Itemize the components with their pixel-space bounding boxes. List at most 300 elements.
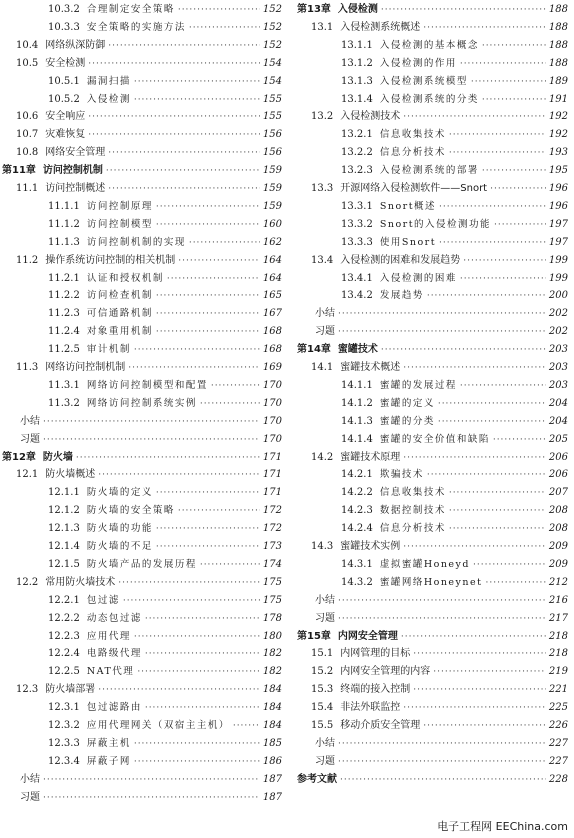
toc-entry-title: 入侵检测系统的分类 [379, 93, 479, 105]
toc-entry [16, 181, 282, 197]
toc-entry [311, 646, 568, 662]
toc-leader-dots [43, 414, 260, 430]
toc-entry-number: 第14章 [297, 344, 331, 356]
toc-leader-dots [403, 109, 546, 125]
toc-leader-dots [128, 360, 260, 376]
toc-leader-dots [88, 56, 260, 72]
toc-entry-number: 第11章 [2, 165, 36, 177]
toc-entry-page: 221 [548, 684, 568, 696]
toc-entry-page: 202 [548, 326, 568, 338]
toc-entry-page: 206 [548, 451, 568, 463]
toc-entry-number: 15.1 [311, 648, 334, 660]
toc-entry-page: 188 [548, 39, 568, 51]
toc-entry-page: 184 [262, 720, 282, 731]
toc-leader-dots [423, 20, 546, 36]
toc-entry-page: 202 [548, 308, 568, 320]
toc-entry-title: 数据控制技术 [379, 505, 446, 517]
toc-entry [311, 109, 568, 125]
toc-entry-title: 防火墙的安全策略 [86, 505, 175, 517]
toc-entry-page: 175 [262, 594, 282, 606]
toc-leader-dots [439, 235, 546, 251]
toc-entry-number: 10.5.2 [48, 93, 80, 105]
toc-entry-title: NAT代理 [86, 666, 135, 678]
toc-leader-dots [340, 772, 546, 788]
toc-leader-dots [189, 235, 260, 251]
toc-leader-dots [413, 646, 546, 662]
toc-entry-number: 12.3.3 [48, 737, 80, 749]
toc-entry-page: 185 [262, 737, 282, 749]
toc-leader-dots [88, 109, 260, 125]
toc-entry [341, 74, 568, 90]
toc-entry [315, 736, 568, 752]
toc-entry [297, 2, 568, 18]
toc-entry-page: 156 [262, 147, 282, 159]
toc-entry [48, 611, 282, 627]
toc-entry-number: 14.2.2 [341, 487, 373, 499]
toc-leader-dots [439, 199, 546, 215]
toc-entry-page: 178 [262, 612, 282, 624]
toc-leader-dots [494, 217, 546, 233]
toc-entry-title: 网络访问控制模型和配置 [86, 379, 208, 391]
toc-entry-title: 电路级代理 [86, 648, 142, 660]
toc-entry-number: 10.6 [16, 111, 39, 123]
toc-entry-title: 蜜罐技术概述 [340, 362, 401, 373]
toc-entry-page: 167 [262, 308, 282, 320]
toc-entry-title: 应用代理 [86, 630, 131, 642]
toc-entry [48, 288, 282, 304]
toc-entry [341, 163, 568, 179]
toc-entry-number: 14.2.3 [341, 505, 373, 517]
toc-entry [311, 700, 568, 716]
toc-entry-title: 入侵检测 [86, 93, 131, 105]
toc-entry-title: 防火墙的功能 [86, 523, 153, 535]
toc-leader-dots [156, 288, 260, 304]
toc-entry-title: 安全检测 [45, 57, 86, 69]
toc-leader-dots [108, 181, 260, 197]
toc-entry-page: 208 [548, 523, 568, 535]
toc-entry-title: 访问检查机制 [86, 290, 153, 302]
toc-entry [48, 485, 282, 501]
toc-entry-number: 12.1.1 [48, 487, 80, 499]
toc-entry-title: 对象重用机制 [86, 326, 153, 338]
toc-entry-page: 184 [262, 702, 282, 714]
toc-entry-page: 228 [548, 773, 568, 785]
toc-entry-page: 182 [262, 648, 282, 660]
toc-entry [16, 127, 282, 143]
toc-entry-title: 入侵检测系统概述 [340, 21, 421, 33]
toc-entry-page: 155 [262, 93, 282, 105]
toc-leader-dots [427, 288, 546, 304]
toc-entry [341, 557, 568, 573]
toc-entry [315, 306, 568, 322]
toc-entry-page: 182 [262, 666, 282, 678]
toc-entry-title: 操作系统访问控制的相关机制 [45, 254, 176, 266]
toc-entry-title: 屏蔽主机 [86, 737, 131, 749]
toc-entry [16, 56, 282, 72]
toc-entry [48, 754, 282, 770]
toc-entry [341, 145, 568, 161]
toc-entry [315, 754, 568, 770]
toc-entry-page: 192 [548, 111, 568, 123]
toc-leader-dots [471, 74, 546, 90]
toc-entry [48, 503, 282, 519]
toc-entry [311, 450, 568, 466]
toc-entry-page: 199 [548, 272, 568, 284]
toc-entry-number: 12.1.2 [48, 505, 80, 517]
toc-entry-number: 14.3.2 [341, 576, 373, 588]
toc-leader-dots [460, 271, 546, 287]
toc-entry-title: 网络访问控制系统实例 [86, 397, 197, 409]
toc-entry-title: 审计机制 [86, 344, 131, 356]
toc-entry-page: 204 [548, 397, 568, 409]
toc-entry-number: 10.7 [16, 129, 39, 141]
toc-entry-page: 212 [548, 576, 568, 588]
toc-entry-page: 225 [548, 702, 568, 714]
toc-entry-page: 184 [262, 684, 282, 696]
toc-entry-title: 内网管理的目标 [340, 648, 411, 660]
toc-entry [315, 611, 568, 627]
toc-entry [315, 593, 568, 609]
toc-entry-title: 防火墙的不足 [86, 541, 153, 552]
toc-entry [341, 217, 568, 233]
toc-entry-title: 习题 [20, 433, 40, 445]
toc-entry-title: 蜜罐的发展过程 [379, 379, 457, 391]
toc-entry-page: 165 [262, 290, 282, 302]
toc-entry-number: 12.2.4 [48, 648, 80, 660]
toc-entry-page: 209 [548, 558, 568, 570]
toc-entry-title: 非法外联监控 [340, 702, 401, 714]
toc-entry-number: 第12章 [2, 451, 36, 463]
toc-entry-number: 10.8 [16, 147, 39, 159]
toc-entry [48, 557, 282, 573]
toc-entry-page: 189 [548, 75, 568, 87]
toc-entry-page: 180 [262, 630, 282, 642]
toc-entry-page: 168 [262, 326, 282, 338]
toc-entry-page: 204 [548, 415, 568, 427]
toc-entry-page: 205 [548, 433, 568, 445]
toc-leader-dots [123, 593, 260, 609]
toc-entry-title: 包过滤路由 [86, 702, 142, 714]
toc-leader-dots [43, 790, 260, 806]
toc-entry [16, 109, 282, 125]
toc-entry-number: 13.3 [311, 183, 334, 194]
toc-leader-dots [338, 324, 546, 340]
toc-entry-title: 合理制定安全策略 [86, 4, 175, 15]
toc-entry [48, 629, 282, 645]
toc-entry [297, 772, 568, 788]
toc-entry-number: 12.2.5 [48, 666, 80, 678]
toc-entry [297, 342, 568, 358]
toc-leader-dots [403, 539, 546, 555]
toc-leader-dots [108, 145, 260, 161]
toc-entry-page: 152 [262, 39, 282, 51]
toc-leader-dots [485, 575, 545, 591]
toc-entry-title: 入侵检测的困难和发展趋势 [340, 254, 461, 266]
toc-leader-dots [106, 163, 260, 179]
toc-entry [20, 772, 282, 788]
toc-entry-title: 网络安全管理 [45, 147, 106, 159]
toc-entry-number: 12.1.3 [48, 523, 80, 535]
toc-entry-title: 防火墙产品的发展历程 [86, 558, 197, 570]
toc-entry-title: 蜜罐网络Honeynet [379, 576, 483, 588]
toc-entry [341, 199, 568, 215]
toc-entry-page: 192 [548, 129, 568, 141]
toc-entry-page: 159 [262, 165, 282, 177]
toc-entry [48, 646, 282, 662]
toc-leader-dots [460, 378, 546, 394]
toc-entry-page: 170 [262, 379, 282, 391]
toc-entry-page: 156 [262, 129, 282, 141]
toc-entry-title: Snort的入侵检测功能 [379, 218, 492, 230]
toc-leader-dots [178, 2, 260, 18]
toc-entry-number: 12.1.4 [48, 541, 80, 552]
toc-leader-dots [463, 253, 546, 269]
toc-entry-page: 187 [262, 773, 282, 785]
toc-leader-dots [403, 450, 546, 466]
toc-leader-dots [338, 611, 546, 627]
toc-entry [341, 575, 568, 591]
toc-entry-page: 209 [548, 541, 568, 552]
toc-leader-dots [145, 611, 260, 627]
toc-leader-dots [338, 754, 546, 770]
toc-entry-number: 12.1.5 [48, 558, 80, 570]
toc-entry-number: 15.4 [311, 702, 334, 714]
toc-leader-dots [200, 396, 260, 412]
toc-entry-number: 10.3.3 [48, 21, 80, 33]
toc-entry [48, 396, 282, 412]
toc-entry [48, 342, 282, 358]
toc-entry [16, 360, 282, 376]
toc-entry-title: 访问控制机制 [42, 165, 103, 177]
toc-entry-page: 207 [548, 487, 568, 499]
toc-entry-number: 12.3 [16, 684, 39, 696]
toc-leader-dots [413, 682, 546, 698]
toc-entry-number: 13.1.3 [341, 75, 373, 87]
toc-leader-dots [381, 2, 546, 18]
toc-entry-page: 168 [262, 344, 282, 356]
toc-entry-page: 171 [262, 451, 282, 463]
toc-entry-title: 访问控制机制的实现 [86, 236, 186, 248]
toc-entry-number: 14.1.4 [341, 433, 373, 445]
toc-entry-number: 10.5.1 [48, 75, 80, 87]
toc-entry-title: 入侵检测系统模型 [379, 75, 468, 87]
toc-entry [341, 396, 568, 412]
toc-entry [48, 593, 282, 609]
toc-entry-page: 170 [262, 433, 282, 445]
toc-entry [48, 20, 282, 36]
toc-entry-page: 196 [548, 183, 568, 194]
toc-entry-number: 11.2 [16, 254, 39, 266]
toc-leader-dots [156, 485, 260, 501]
toc-leader-dots [493, 432, 546, 448]
toc-entry-title: 蜜罐技术实例 [340, 541, 401, 552]
toc-leader-dots [134, 92, 260, 108]
toc-entry [48, 271, 282, 287]
toc-entry-title: 安全策略的实施方法 [86, 21, 186, 33]
toc-entry-title: 安全响应 [45, 111, 86, 123]
toc-entry-number: 12.2 [16, 576, 39, 588]
toc-entry-title: 访问控制原理 [86, 200, 153, 212]
toc-entry-page: 188 [548, 57, 568, 69]
toc-entry-number: 第13章 [297, 4, 331, 15]
toc-entry [311, 539, 568, 555]
toc-entry-page: 191 [548, 93, 568, 105]
toc-leader-dots [145, 646, 260, 662]
toc-entry-page: 159 [262, 200, 282, 212]
toc-leader-dots [167, 271, 260, 287]
toc-leader-dots [438, 396, 546, 412]
toc-entry-title: 应用代理网关（双宿主主机） [86, 720, 230, 731]
toc-leader-dots [178, 503, 260, 519]
toc-entry-page: 152 [262, 21, 282, 33]
toc-entry-page: 159 [262, 183, 282, 194]
toc-entry-number: 11.2.4 [48, 326, 80, 338]
toc-entry-title: Snort概述 [379, 200, 437, 212]
toc-entry [48, 736, 282, 752]
toc-entry-title: 屏蔽子网 [86, 755, 131, 767]
toc-entry-page: 203 [548, 379, 568, 391]
toc-entry [341, 38, 568, 54]
toc-entry-page: 203 [548, 362, 568, 373]
toc-entry-title: 动态包过滤 [86, 612, 142, 624]
toc-entry-title: 小结 [315, 737, 335, 749]
toc-entry-page: 154 [262, 75, 282, 87]
toc-leader-dots [98, 467, 260, 483]
toc-entry-number: 14.3 [311, 541, 334, 552]
toc-entry-title: 认证和授权机制 [86, 272, 164, 284]
toc-entry [341, 485, 568, 501]
toc-entry-number: 12.1 [16, 469, 39, 481]
toc-entry-number: 11.3.1 [48, 379, 80, 391]
toc-entry-page: 200 [548, 290, 568, 302]
toc-entry [341, 521, 568, 537]
toc-entry-number: 14.1.3 [341, 415, 373, 427]
toc-entry-title: 入侵检测的困难 [379, 272, 457, 284]
toc-entry [311, 20, 568, 36]
toc-entry-number: 11.1.1 [48, 200, 80, 212]
toc-entry [20, 414, 282, 430]
toc-entry-number: 13.1.1 [341, 39, 373, 51]
toc-entry-title: 使用Snort [379, 236, 437, 248]
toc-entry-page: 195 [548, 165, 568, 177]
toc-entry [48, 74, 282, 90]
toc-entry-number: 14.1.2 [341, 397, 373, 409]
toc-entry-title: 信息收集技术 [379, 487, 446, 499]
toc-entry-page: 219 [548, 666, 568, 678]
toc-leader-dots [403, 700, 546, 716]
toc-entry-number: 13.1.2 [341, 57, 373, 69]
toc-entry [48, 199, 282, 215]
toc-entry-page: 218 [548, 648, 568, 660]
toc-entry [311, 181, 568, 197]
toc-leader-dots [233, 718, 260, 734]
toc-entry-title: 信息分析技术 [379, 147, 446, 159]
toc-entry-number: 12.3.1 [48, 702, 80, 714]
toc-leader-dots [427, 467, 546, 483]
toc-entry [341, 503, 568, 519]
toc-entry [2, 450, 282, 466]
toc-entry-page: 206 [548, 469, 568, 481]
toc-entry-page: 216 [548, 594, 568, 606]
toc-leader-dots [134, 629, 260, 645]
toc-entry-title: 入侵检测的作用 [379, 57, 457, 69]
toc-entry [315, 324, 568, 340]
toc-entry-page: 193 [548, 147, 568, 159]
toc-entry [48, 306, 282, 322]
toc-leader-dots [43, 772, 260, 788]
toc-entry [48, 2, 282, 18]
toc-leader-dots [156, 217, 260, 233]
toc-leader-dots [449, 127, 546, 143]
toc-entry-title: 习题 [20, 791, 40, 803]
toc-entry [341, 56, 568, 72]
toc-entry-number: 13.4.1 [341, 272, 373, 284]
toc-entry-number: 13.1 [311, 21, 334, 33]
toc-leader-dots [482, 163, 546, 179]
toc-leader-dots [473, 557, 546, 573]
toc-leader-dots [381, 342, 546, 358]
toc-entry [341, 414, 568, 430]
toc-entry-page: 160 [262, 218, 282, 230]
toc-leader-dots [433, 664, 546, 680]
toc-leader-dots [134, 736, 260, 752]
toc-entry-title: 入侵检测的基本概念 [379, 39, 479, 51]
toc-entry [48, 235, 282, 251]
toc-entry-number: 13.4.2 [341, 290, 373, 302]
toc-entry-number: 13.4 [311, 254, 334, 266]
toc-leader-dots [211, 378, 260, 394]
toc-entry [48, 217, 282, 233]
toc-entry-title: 防火墙的定义 [86, 487, 153, 499]
toc-entry [341, 432, 568, 448]
toc-leader-dots [156, 199, 260, 215]
toc-entry-number: 11.3.2 [48, 397, 80, 409]
toc-entry-page: 170 [262, 415, 282, 427]
toc-entry [16, 145, 282, 161]
toc-entry-title: 习题 [315, 326, 335, 338]
toc-leader-dots [338, 593, 546, 609]
toc-entry-page: 175 [262, 576, 282, 588]
toc-entry [16, 467, 282, 483]
toc-leader-dots [200, 557, 260, 573]
toc-leader-dots [88, 127, 260, 143]
toc-leader-dots [449, 503, 546, 519]
toc-entry-title: 蜜罐的安全价值和缺陷 [379, 433, 490, 445]
toc-entry [341, 288, 568, 304]
toc-entry-number: 12.3.2 [48, 720, 80, 731]
toc-entry-number: 13.2.2 [341, 147, 373, 159]
toc-entry-title: 蜜罐技术 [337, 344, 378, 356]
toc-entry-number: 14.1 [311, 362, 334, 373]
toc-entry-title: 习题 [315, 612, 335, 624]
toc-entry-title: 参考文献 [297, 773, 337, 785]
toc-entry-page: 188 [548, 21, 568, 33]
toc-entry-number: 14.2.1 [341, 469, 373, 481]
toc-entry-page: 217 [548, 612, 568, 624]
toc-leader-dots [137, 664, 260, 680]
toc-leader-dots [460, 56, 546, 72]
toc-entry [16, 682, 282, 698]
toc-entry [311, 682, 568, 698]
toc-entry-number: 11.1 [16, 183, 39, 194]
toc-entry-title: 入侵检测 [337, 4, 378, 15]
toc-entry-title: 开源网络入侵检测软件——Snort [340, 183, 488, 194]
toc-entry-title: 入侵检测技术 [340, 111, 401, 123]
toc-leader-dots [482, 92, 546, 108]
toc-entry-number: 第15章 [297, 630, 331, 642]
toc-entry-title: 内网安全管理的内容 [340, 666, 431, 678]
toc-leader-dots [118, 575, 260, 591]
